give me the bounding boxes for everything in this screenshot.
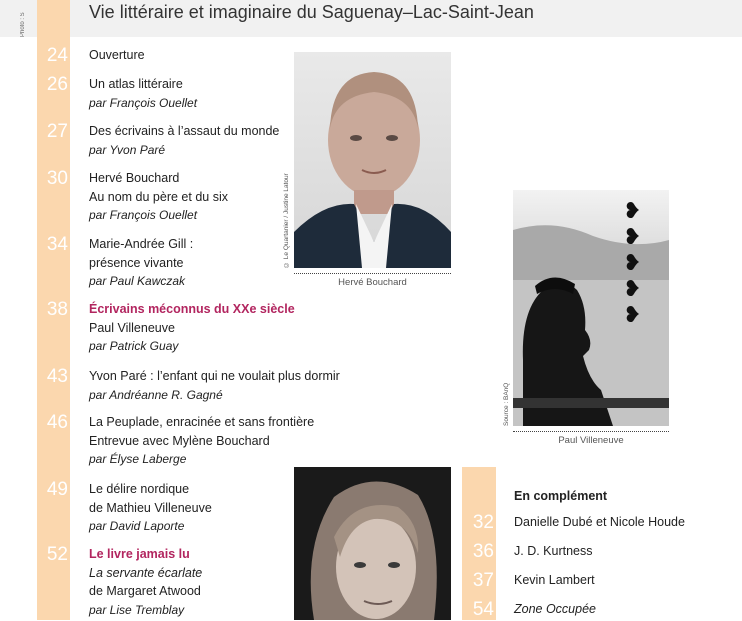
toc-rubric: Écrivains méconnus du XXe siècle bbox=[89, 302, 295, 316]
toc-entry[interactable] bbox=[89, 75, 197, 112]
photo-caption: Paul Villeneuve bbox=[558, 435, 624, 446]
page-number: 38 bbox=[46, 299, 68, 320]
toc-title: Hervé Bouchard bbox=[89, 171, 180, 185]
section-title: Vie littéraire et imaginaire du Saguenay–Lac-Saint-Jean bbox=[89, 2, 534, 22]
author-portrait-photo bbox=[294, 467, 451, 620]
toc-title: Ouverture bbox=[89, 48, 145, 62]
page-number: 49 bbox=[46, 479, 68, 500]
photo-caption: Hervé Bouchard bbox=[338, 277, 407, 288]
toc-title: Le délire nordique bbox=[89, 482, 190, 496]
toc-entry[interactable] bbox=[89, 545, 202, 619]
toc-title: de Margaret Atwood bbox=[89, 584, 201, 598]
page-number: 27 bbox=[46, 121, 68, 142]
page-number: 26 bbox=[46, 74, 68, 95]
page-number: 24 bbox=[46, 45, 68, 66]
toc-author: par Patrick Guay bbox=[89, 339, 179, 353]
toc-entry[interactable] bbox=[89, 46, 145, 65]
toc-title: Yvon Paré : l’enfant qui ne voulait plus dormir bbox=[89, 369, 340, 383]
toc-subtitle: Entrevue avec Mylène Bouchard bbox=[89, 433, 270, 448]
toc-author: par Paul Kawczak bbox=[89, 274, 186, 288]
page-number: 52 bbox=[46, 544, 68, 565]
complement-heading: En complément bbox=[514, 489, 608, 503]
toc-entry[interactable] bbox=[89, 413, 314, 469]
page-number: 30 bbox=[46, 168, 68, 189]
page-number: 36 bbox=[472, 541, 494, 562]
page-number: 34 bbox=[46, 234, 68, 255]
caption-divider bbox=[294, 273, 451, 274]
toc-author: par François Ouellet bbox=[89, 208, 198, 222]
toc-entry[interactable] bbox=[89, 480, 212, 536]
toc-entry[interactable] bbox=[89, 367, 340, 404]
page-number: 46 bbox=[46, 412, 68, 433]
page-number: 43 bbox=[46, 366, 68, 387]
bird-silhouette-icons: ❥ ❥ ❥ ❥ ❥ bbox=[623, 198, 642, 327]
complement-item[interactable]: Danielle Dubé et Nicole Houde bbox=[514, 515, 685, 529]
herve-bouchard-photo bbox=[294, 52, 451, 268]
toc-title: Marie-Andrée Gill : bbox=[89, 237, 194, 251]
toc-entry[interactable] bbox=[89, 122, 279, 159]
toc-entry[interactable] bbox=[89, 235, 193, 291]
toc-title: Paul Villeneuve bbox=[89, 320, 175, 335]
toc-entry[interactable] bbox=[89, 169, 228, 225]
caption-divider bbox=[513, 431, 669, 432]
toc-author: par Lise Tremblay bbox=[89, 602, 185, 617]
page-number: 32 bbox=[472, 512, 494, 533]
toc-rubric: Le livre jamais lu bbox=[89, 547, 190, 561]
toc-entry[interactable] bbox=[89, 300, 295, 356]
toc-subtitle: de Mathieu Villeneuve bbox=[89, 500, 212, 515]
toc-author: par Andréanne R. Gagné bbox=[89, 387, 223, 402]
complement-item[interactable]: J. D. Kurtness bbox=[514, 544, 593, 558]
photo-credit-paul: Source : BAnQ bbox=[503, 382, 510, 426]
toc-author: par Élyse Laberge bbox=[89, 452, 187, 466]
toc-title: La Peuplade, enracinée et sans frontière bbox=[89, 415, 315, 429]
toc-author: par Yvon Paré bbox=[89, 142, 166, 157]
complement-item[interactable]: Zone Occupée bbox=[514, 602, 596, 616]
complement-item[interactable]: Kevin Lambert bbox=[514, 573, 595, 587]
photo-credit-herve: © Le Quartanier / Justine Latour bbox=[283, 173, 290, 268]
toc-author: par David Laporte bbox=[89, 519, 185, 533]
toc-title: Un atlas littéraire bbox=[89, 77, 183, 91]
photo-credit: Photo : S bbox=[20, 12, 26, 37]
toc-subtitle: Au nom du père et du six bbox=[89, 189, 228, 204]
toc-title: Des écrivains à l’assaut du monde bbox=[89, 124, 280, 138]
toc-subtitle: présence vivante bbox=[89, 255, 184, 270]
paul-villeneuve-photo bbox=[513, 190, 669, 426]
page-number: 54 bbox=[472, 599, 494, 620]
toc-book-title: La servante écarlate bbox=[89, 565, 203, 580]
page-number: 37 bbox=[472, 570, 494, 591]
toc-author: par François Ouellet bbox=[89, 95, 198, 110]
